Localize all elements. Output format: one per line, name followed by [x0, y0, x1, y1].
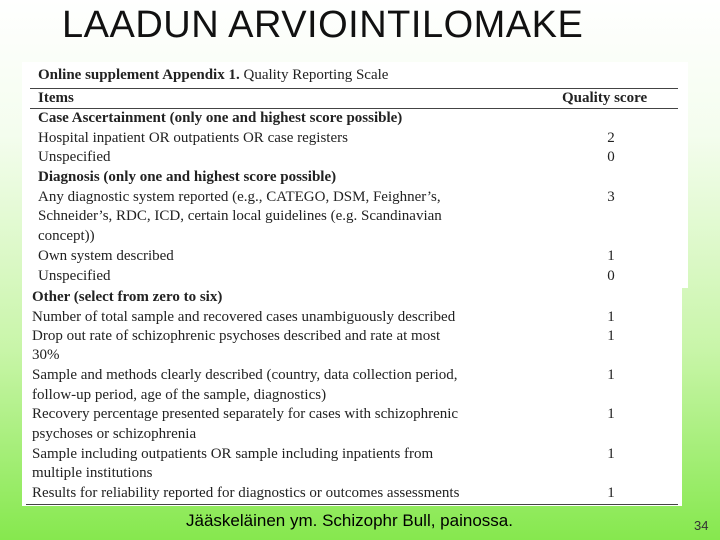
quality-scale-page-top: [22, 62, 688, 288]
item-score: 1: [607, 446, 615, 462]
item-text: Unspecified: [38, 268, 111, 284]
section-heading-case-ascertainment: Case Ascertainment (only one and highest score possible): [38, 110, 403, 126]
item-score: 1: [607, 309, 615, 325]
item-text: Sample and methods clearly described (country, data collection period,: [32, 367, 458, 383]
item-score: 1: [607, 328, 615, 344]
item-text: Own system described: [38, 248, 174, 264]
quality-scale-page-bottom: [22, 288, 682, 506]
item-text: Drop out rate of schizophrenic psychoses described and rate at most: [32, 328, 441, 344]
item-text: 30%: [32, 347, 60, 363]
item-text: Any diagnostic system reported (e.g., CATEGO, DSM, Feighner’s,: [38, 189, 441, 205]
item-score: 1: [607, 406, 615, 422]
slide-title: LAADUN ARVIOINTILOMAKE: [62, 4, 584, 46]
item-text: Recovery percentage presented separately for cases with schizophrenic: [32, 406, 459, 422]
table-bottom-rule: [26, 504, 678, 505]
item-score: 1: [607, 248, 615, 264]
page-number: 34: [694, 518, 709, 533]
section-heading-diagnosis: Diagnosis (only one and highest score possible): [38, 169, 337, 185]
item-text: multiple institutions: [32, 465, 153, 481]
item-score: 1: [607, 485, 615, 501]
item-text: concept)): [38, 228, 95, 244]
section-heading-other: Other (select from zero to six): [32, 289, 223, 305]
appendix-caption-bold: Online supplement Appendix 1.: [38, 67, 240, 83]
item-score: 0: [607, 268, 615, 284]
column-header-items: Items: [38, 90, 74, 106]
item-score: 0: [607, 149, 615, 165]
appendix-caption: [38, 66, 388, 86]
item-text: Schneider’s, RDC, ICD, certain local guidelines (e.g. Scandinavian: [38, 208, 442, 224]
citation: Jääskeläinen ym. Schizophr Bull, painossa.: [186, 511, 513, 530]
column-header-score: Quality score: [562, 90, 648, 106]
appendix-caption-text: Quality Reporting Scale: [243, 67, 389, 83]
item-text: psychoses or schizophrenia: [32, 426, 197, 442]
item-text: Results for reliability reported for diagnostics or outcomes assessments: [32, 485, 460, 501]
item-text: Number of total sample and recovered cases unambiguously described: [32, 309, 456, 325]
item-text: Sample including outpatients OR sample including inpatients from: [32, 446, 434, 462]
item-score: 2: [607, 130, 615, 146]
item-text: Hospital inpatient OR outpatients OR case registers: [38, 130, 348, 146]
item-text: Unspecified: [38, 149, 111, 165]
item-score: 3: [607, 189, 615, 205]
item-text: follow-up period, age of the sample, diagnostics): [32, 387, 327, 403]
item-score: 1: [607, 367, 615, 383]
